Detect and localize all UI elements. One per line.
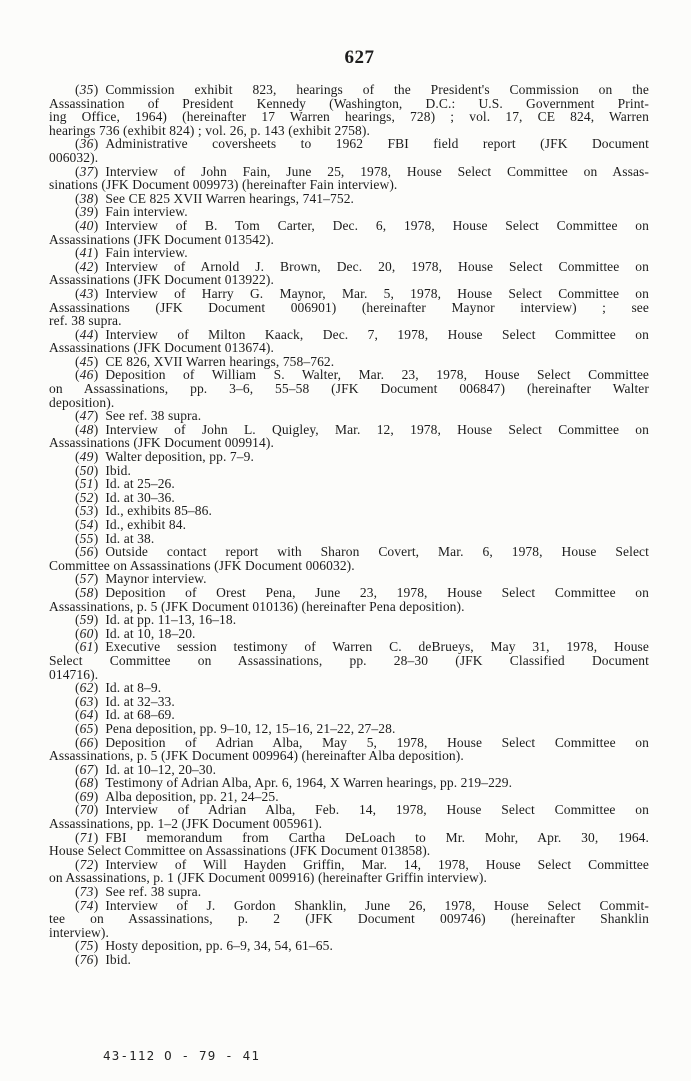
footnote-61	[49, 640, 649, 681]
footnote-52	[49, 491, 649, 505]
footnote-text: Executive session testimony of Warren C. deBrueys, May 31, 1978, House	[105, 639, 649, 655]
footnote-text: FBI memorandum from Cartha DeLoach to Mr. Mohr, Apr. 30, 1964.	[105, 829, 649, 845]
footnote-number: (45)	[75, 353, 99, 369]
footnote-number: (63)	[75, 693, 99, 709]
footnote-line	[49, 219, 649, 233]
footnote-text: Interview of Will Hayden Griffin, Mar. 14, 1978, House Select Committee	[105, 856, 649, 872]
footnote-text: Id. at pp. 11–13, 16–18.	[105, 612, 237, 628]
footnote-46	[49, 368, 649, 409]
footnote-line	[49, 477, 649, 491]
footnote-line	[49, 464, 649, 478]
footnote-number: (76)	[75, 952, 99, 967]
footnote-74	[49, 899, 649, 940]
footnote-line	[49, 287, 649, 301]
footnote-number: (39)	[75, 204, 99, 220]
footnote-line: hearings 736 (exhibit 824) ; vol. 26, p. 143 (exhibit 2758).	[49, 122, 370, 138]
footnote-number: (46)	[75, 367, 99, 383]
footnote-text: Administrative coversheets to 1962 FBI field report (JFK Document	[105, 136, 649, 152]
footnote-text: Deposition of William S. Walter, Mar. 23, 1978, House Select Committee	[105, 367, 649, 383]
footnote-text: Interview of Milton Kaack, Dec. 7, 1978, House Select Committee on	[105, 326, 649, 342]
footnote-text: Id., exhibits 85–86.	[105, 503, 212, 519]
footnote-41	[49, 246, 649, 260]
footnote-number: (58)	[75, 584, 99, 600]
footnote-line: deposition).	[49, 394, 115, 410]
footnote-line: Select Committee on Assassinations, pp. 28–30 (JFK Classified Document	[49, 652, 649, 668]
footnote-text: Id. at 32–33.	[105, 693, 175, 709]
footnote-number: (44)	[75, 326, 99, 342]
footnote-number: (74)	[75, 897, 99, 913]
footnote-line	[49, 491, 649, 505]
footnote-line: House Select Committee on Assassinations (JFK Document 013858).	[49, 843, 431, 859]
footnote-37	[49, 165, 649, 192]
footnote-line	[49, 409, 649, 423]
footnote-47	[49, 409, 649, 423]
footnote-line	[49, 953, 649, 967]
footnote-60	[49, 627, 649, 641]
footnote-text: Interview of John L. Quigley, Mar. 12, 1978, House Select Committee on	[105, 421, 649, 437]
footnote-text: Fain interview.	[105, 204, 188, 220]
footnote-text: Ibid.	[105, 952, 131, 967]
footnote-number: (56)	[75, 544, 99, 560]
footnote-text: Commission exhibit 823, hearings of the President's Commission on the	[105, 82, 649, 97]
footnote-number: (61)	[75, 639, 99, 655]
footnotes-section	[49, 83, 649, 967]
footnote-line: ref. 38 supra.	[49, 313, 122, 329]
footnote-number: (65)	[75, 720, 99, 736]
footnote-54	[49, 518, 649, 532]
footnote-line	[49, 831, 649, 845]
footnote-line: Assassinations (JFK Document 006901) (hereinafter Maynor interview) ; see	[49, 299, 649, 315]
footnote-text: Interview of John Fain, June 25, 1978, House Select Committee on Assas-	[105, 163, 649, 179]
footnote-line	[49, 205, 649, 219]
footnote-text: Id. at 8–9.	[105, 680, 162, 696]
footnote-number: (51)	[75, 476, 99, 492]
footnote-44	[49, 328, 649, 355]
footnote-line: Assassinations (JFK Document 013674).	[49, 340, 274, 356]
footnote-72	[49, 858, 649, 885]
footnote-38	[49, 192, 649, 206]
footnote-line: on Assassinations, pp. 3–6, 55–58 (JFK Document 006847) (hereinafter Walter	[49, 381, 649, 397]
footnote-text: Interview of Adrian Alba, Feb. 14, 1978, House Select Committee on	[105, 802, 649, 818]
footnote-line	[49, 681, 649, 695]
footnote-line	[49, 627, 649, 641]
footnote-line: Assassinations, pp. 1–2 (JFK Document 005961).	[49, 816, 323, 832]
footnote-number: (54)	[75, 517, 99, 532]
footnote-number: (72)	[75, 856, 99, 872]
footnote-55	[49, 532, 649, 546]
footnote-text: Id. at 30–36.	[105, 489, 175, 505]
footnote-43	[49, 287, 649, 328]
footnote-line	[49, 776, 649, 790]
footnote-line	[49, 722, 649, 736]
footnote-64	[49, 708, 649, 722]
footnote-line	[49, 790, 649, 804]
footnote-line: Assassinations (JFK Document 013542).	[49, 231, 274, 247]
footnote-text: Ibid.	[105, 462, 131, 478]
footnote-line	[49, 572, 649, 586]
footnote-42	[49, 260, 649, 287]
footnote-text: Hosty deposition, pp. 6–9, 34, 54, 61–65.	[105, 938, 333, 954]
footnote-line: Assassinations, p. 5 (JFK Document 010136) (hereinafter Pena deposition).	[49, 598, 465, 614]
footnote-58	[49, 586, 649, 613]
footnote-line: 014716).	[49, 666, 99, 682]
footnote-number: (53)	[75, 503, 99, 519]
footnote-text: Id. at 10–12, 20–30.	[105, 761, 217, 777]
footnote-number: (52)	[75, 489, 99, 505]
footnote-number: (57)	[75, 571, 99, 587]
footnote-67	[49, 763, 649, 777]
footnote-number: (48)	[75, 421, 99, 437]
footnote-59	[49, 613, 649, 627]
footnote-number: (35)	[75, 82, 99, 97]
footnote-text: Fain interview.	[105, 245, 188, 261]
footnote-number: (38)	[75, 190, 99, 206]
footnote-line	[49, 640, 649, 654]
footnote-50	[49, 464, 649, 478]
footnote-number: (66)	[75, 734, 99, 750]
footnote-number: (68)	[75, 775, 99, 791]
footnote-text: Maynor interview.	[105, 571, 207, 587]
footnote-35	[49, 83, 649, 137]
footnote-line	[49, 192, 649, 206]
footnote-line	[49, 736, 649, 750]
footnote-line	[49, 83, 649, 97]
footnote-line	[49, 532, 649, 546]
footnote-69	[49, 790, 649, 804]
footnote-line	[49, 695, 649, 709]
footnote-text: See ref. 38 supra.	[105, 408, 202, 424]
footnote-number: (41)	[75, 245, 99, 261]
footnote-number: (73)	[75, 884, 99, 900]
footnote-63	[49, 695, 649, 709]
footnote-line: tee on Assassinations, p. 2 (JFK Document 009746) (hereinafter Shanklin	[49, 911, 649, 927]
footnote-65	[49, 722, 649, 736]
footnote-40	[49, 219, 649, 246]
footnote-line: ing Office, 1964) (hereinafter 17 Warren hearings, 728) ; vol. 17, CE 824, Warren	[49, 109, 649, 125]
footnote-number: (55)	[75, 530, 99, 546]
footnote-line	[49, 586, 649, 600]
page-number: 627	[344, 47, 375, 68]
footnote-66	[49, 736, 649, 763]
footnote-line: interview).	[49, 924, 109, 940]
footnote-line	[49, 803, 649, 817]
footnote-number: (47)	[75, 408, 99, 424]
footnote-text: CE 826, XVII Warren hearings, 758–762.	[105, 353, 335, 369]
footnote-line: sinations (JFK Document 009973) (hereinafter Fain interview).	[49, 177, 398, 193]
footnote-line: Assassination of President Kennedy (Washington, D.C.: U.S. Government Print-	[49, 95, 649, 111]
footnote-text: Id. at 10, 18–20.	[105, 625, 196, 641]
footnote-line: on Assassinations, p. 1 (JFK Document 009916) (hereinafter Griffin interview).	[49, 870, 487, 886]
footnote-number: (59)	[75, 612, 99, 628]
footnote-39	[49, 205, 649, 219]
footnote-line	[49, 899, 649, 913]
footnote-line	[49, 858, 649, 872]
footnote-number: (60)	[75, 625, 99, 641]
footnote-line	[49, 885, 649, 899]
footnote-line	[49, 504, 649, 518]
footnote-text: Testimony of Adrian Alba, Apr. 6, 1964, X Warren hearings, pp. 219–229.	[105, 775, 513, 791]
footnote-line: 006032).	[49, 149, 99, 165]
footnote-text: Deposition of Adrian Alba, May 5, 1978, House Select Committee on	[105, 734, 649, 750]
footnote-75	[49, 939, 649, 953]
footnote-number: (43)	[75, 285, 99, 301]
footnote-line: Committee on Assassinations (JFK Document 006032).	[49, 557, 355, 573]
footnote-number: (50)	[75, 462, 99, 478]
footnote-line	[49, 939, 649, 953]
footnote-text: Id. at 38.	[105, 530, 155, 546]
footnote-line	[49, 246, 649, 260]
footnote-51	[49, 477, 649, 491]
footnote-text: Interview of J. Gordon Shanklin, June 26, 1978, House Select Commit-	[105, 897, 649, 913]
footnote-line	[49, 260, 649, 274]
footnote-68	[49, 776, 649, 790]
footnote-text: Id. at 25–26.	[105, 476, 175, 492]
footnote-text: See CE 825 XVII Warren hearings, 741–752.	[105, 190, 355, 206]
footnote-number: (42)	[75, 258, 99, 274]
footnote-line	[49, 328, 649, 342]
footnote-line: Assassinations, p. 5 (JFK Document 009964) (hereinafter Alba deposition).	[49, 748, 464, 764]
footnote-text: Interview of Arnold J. Brown, Dec. 20, 1978, House Select Committee on	[105, 258, 649, 274]
footnote-number: (36)	[75, 136, 99, 152]
footnote-text: Interview of Harry G. Maynor, Mar. 5, 1978, House Select Committee on	[105, 285, 649, 301]
footnote-number: (69)	[75, 788, 99, 804]
footnote-line	[49, 763, 649, 777]
footnote-36	[49, 137, 649, 164]
footnote-number: (49)	[75, 449, 99, 465]
footnote-48	[49, 423, 649, 450]
footnote-53	[49, 504, 649, 518]
footnote-text: Walter deposition, pp. 7–9.	[105, 449, 254, 465]
footnote-line	[49, 613, 649, 627]
footnote-line	[49, 518, 649, 532]
footnote-number: (67)	[75, 761, 99, 777]
footnote-line: Assassinations (JFK Document 013922).	[49, 272, 274, 288]
footnote-text: Pena deposition, pp. 9–10, 12, 15–16, 21–22, 27–28.	[105, 720, 396, 736]
footnote-number: (40)	[75, 217, 99, 233]
footnote-text: Id., exhibit 84.	[105, 517, 187, 532]
footnote-57	[49, 572, 649, 586]
footnote-45	[49, 355, 649, 369]
footnote-line	[49, 137, 649, 151]
footnote-line	[49, 423, 649, 437]
footnote-73	[49, 885, 649, 899]
footnote-56	[49, 545, 649, 572]
footnote-number: (70)	[75, 802, 99, 818]
footnote-number: (62)	[75, 680, 99, 696]
footnote-line	[49, 355, 649, 369]
footnote-line	[49, 165, 649, 179]
footnote-text: Interview of B. Tom Carter, Dec. 6, 1978, House Select Committee on	[105, 217, 649, 233]
footnote-number: (37)	[75, 163, 99, 179]
print-code: 43-112 O - 79 - 41	[103, 1048, 261, 1063]
footnote-text: See ref. 38 supra.	[105, 884, 202, 900]
footnote-number: (71)	[75, 829, 99, 845]
footnote-70	[49, 803, 649, 830]
footnote-text: Outside contact report with Sharon Covert, Mar. 6, 1978, House Select	[105, 544, 649, 560]
footnote-76	[49, 953, 649, 967]
footnote-line	[49, 545, 649, 559]
footnote-line	[49, 450, 649, 464]
footnote-line: Assassinations (JFK Document 009914).	[49, 435, 274, 451]
footnote-49	[49, 450, 649, 464]
footnote-71	[49, 831, 649, 858]
footnote-number: (75)	[75, 938, 99, 954]
footnote-text: Deposition of Orest Pena, June 23, 1978, House Select Committee on	[105, 584, 649, 600]
footnote-line	[49, 708, 649, 722]
footnote-line	[49, 368, 649, 382]
footnote-number: (64)	[75, 707, 99, 723]
footnote-62	[49, 681, 649, 695]
footnote-text: Alba deposition, pp. 21, 24–25.	[105, 788, 279, 804]
footnote-text: Id. at 68–69.	[105, 707, 175, 723]
